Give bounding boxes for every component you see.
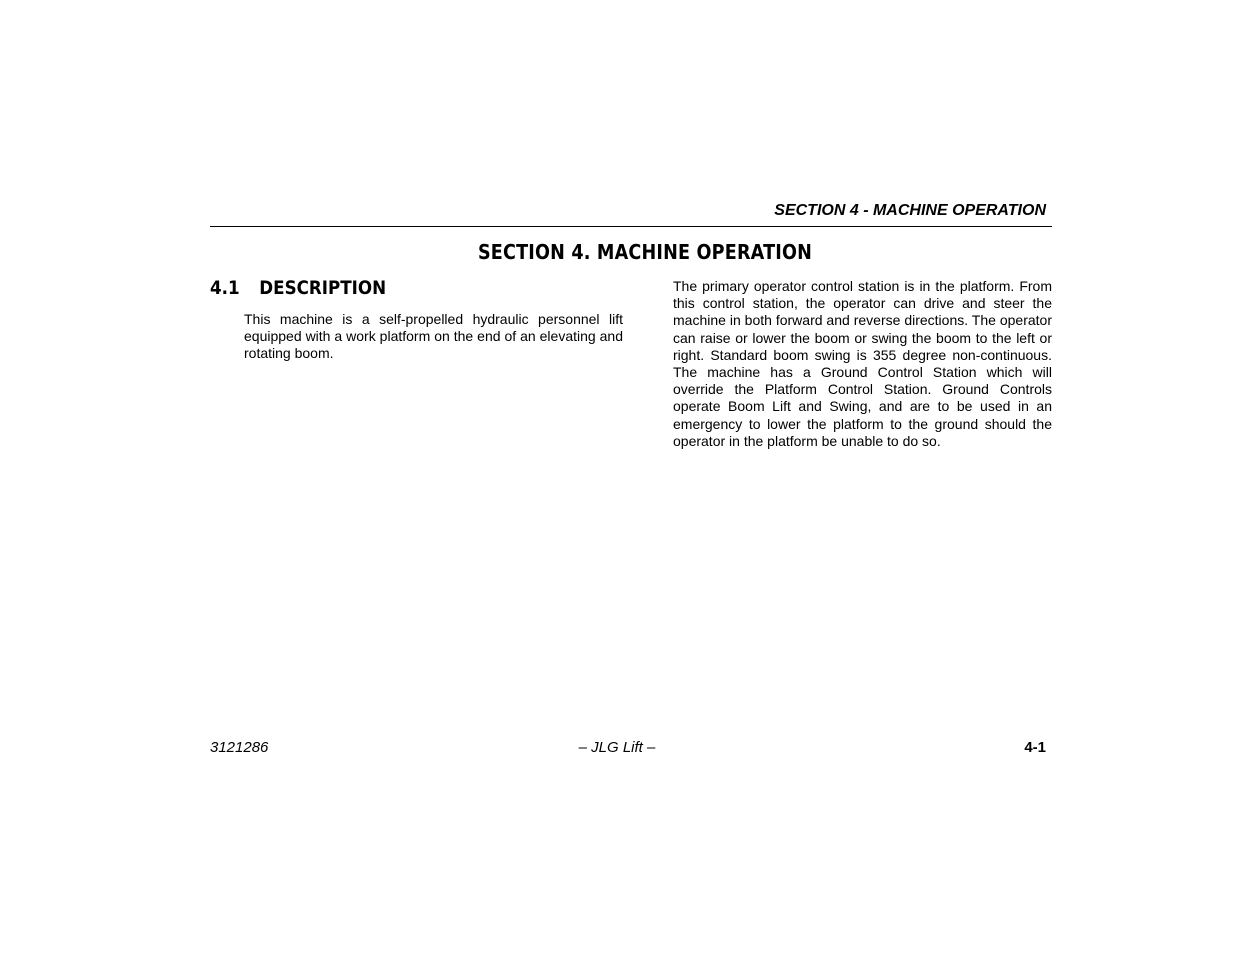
subsection-heading	[210, 275, 386, 301]
subsection-title: DESCRIPTION	[259, 277, 387, 299]
footer-doc-number: 3121286	[210, 739, 269, 756]
right-column	[673, 278, 1052, 450]
section-title: SECTION 4. MACHINE OPERATION	[477, 240, 813, 264]
left-column	[244, 311, 623, 363]
running-header: SECTION 4 - MACHINE OPERATION	[774, 202, 1046, 219]
footer-brand: – JLG Lift –	[578, 739, 656, 756]
footer-page-number: 4-1	[1024, 739, 1046, 756]
control-station-paragraph: The primary operator control station is in the platform. From this control station, the operator can drive and steer the machine in both forward and reverse directions. The operator can raise or lower the boom or swing the boom to the left or right. Standard boom swing is 355 degree non-continuous. The machine has a Ground Control Station which will override the Platform Control Station. Ground Controls operate Boom Lift and Swing, and are to be used in an emergency to lower the platform to the ground should the operator in the platform be unable to do so.	[673, 278, 1052, 449]
description-paragraph: This machine is a self-propelled hydraulic personnel lift equipped with a work platform on the end of an elevating and rotating boom.	[244, 311, 623, 362]
subsection-number: 4.1	[210, 277, 240, 299]
header-rule	[210, 226, 1052, 227]
